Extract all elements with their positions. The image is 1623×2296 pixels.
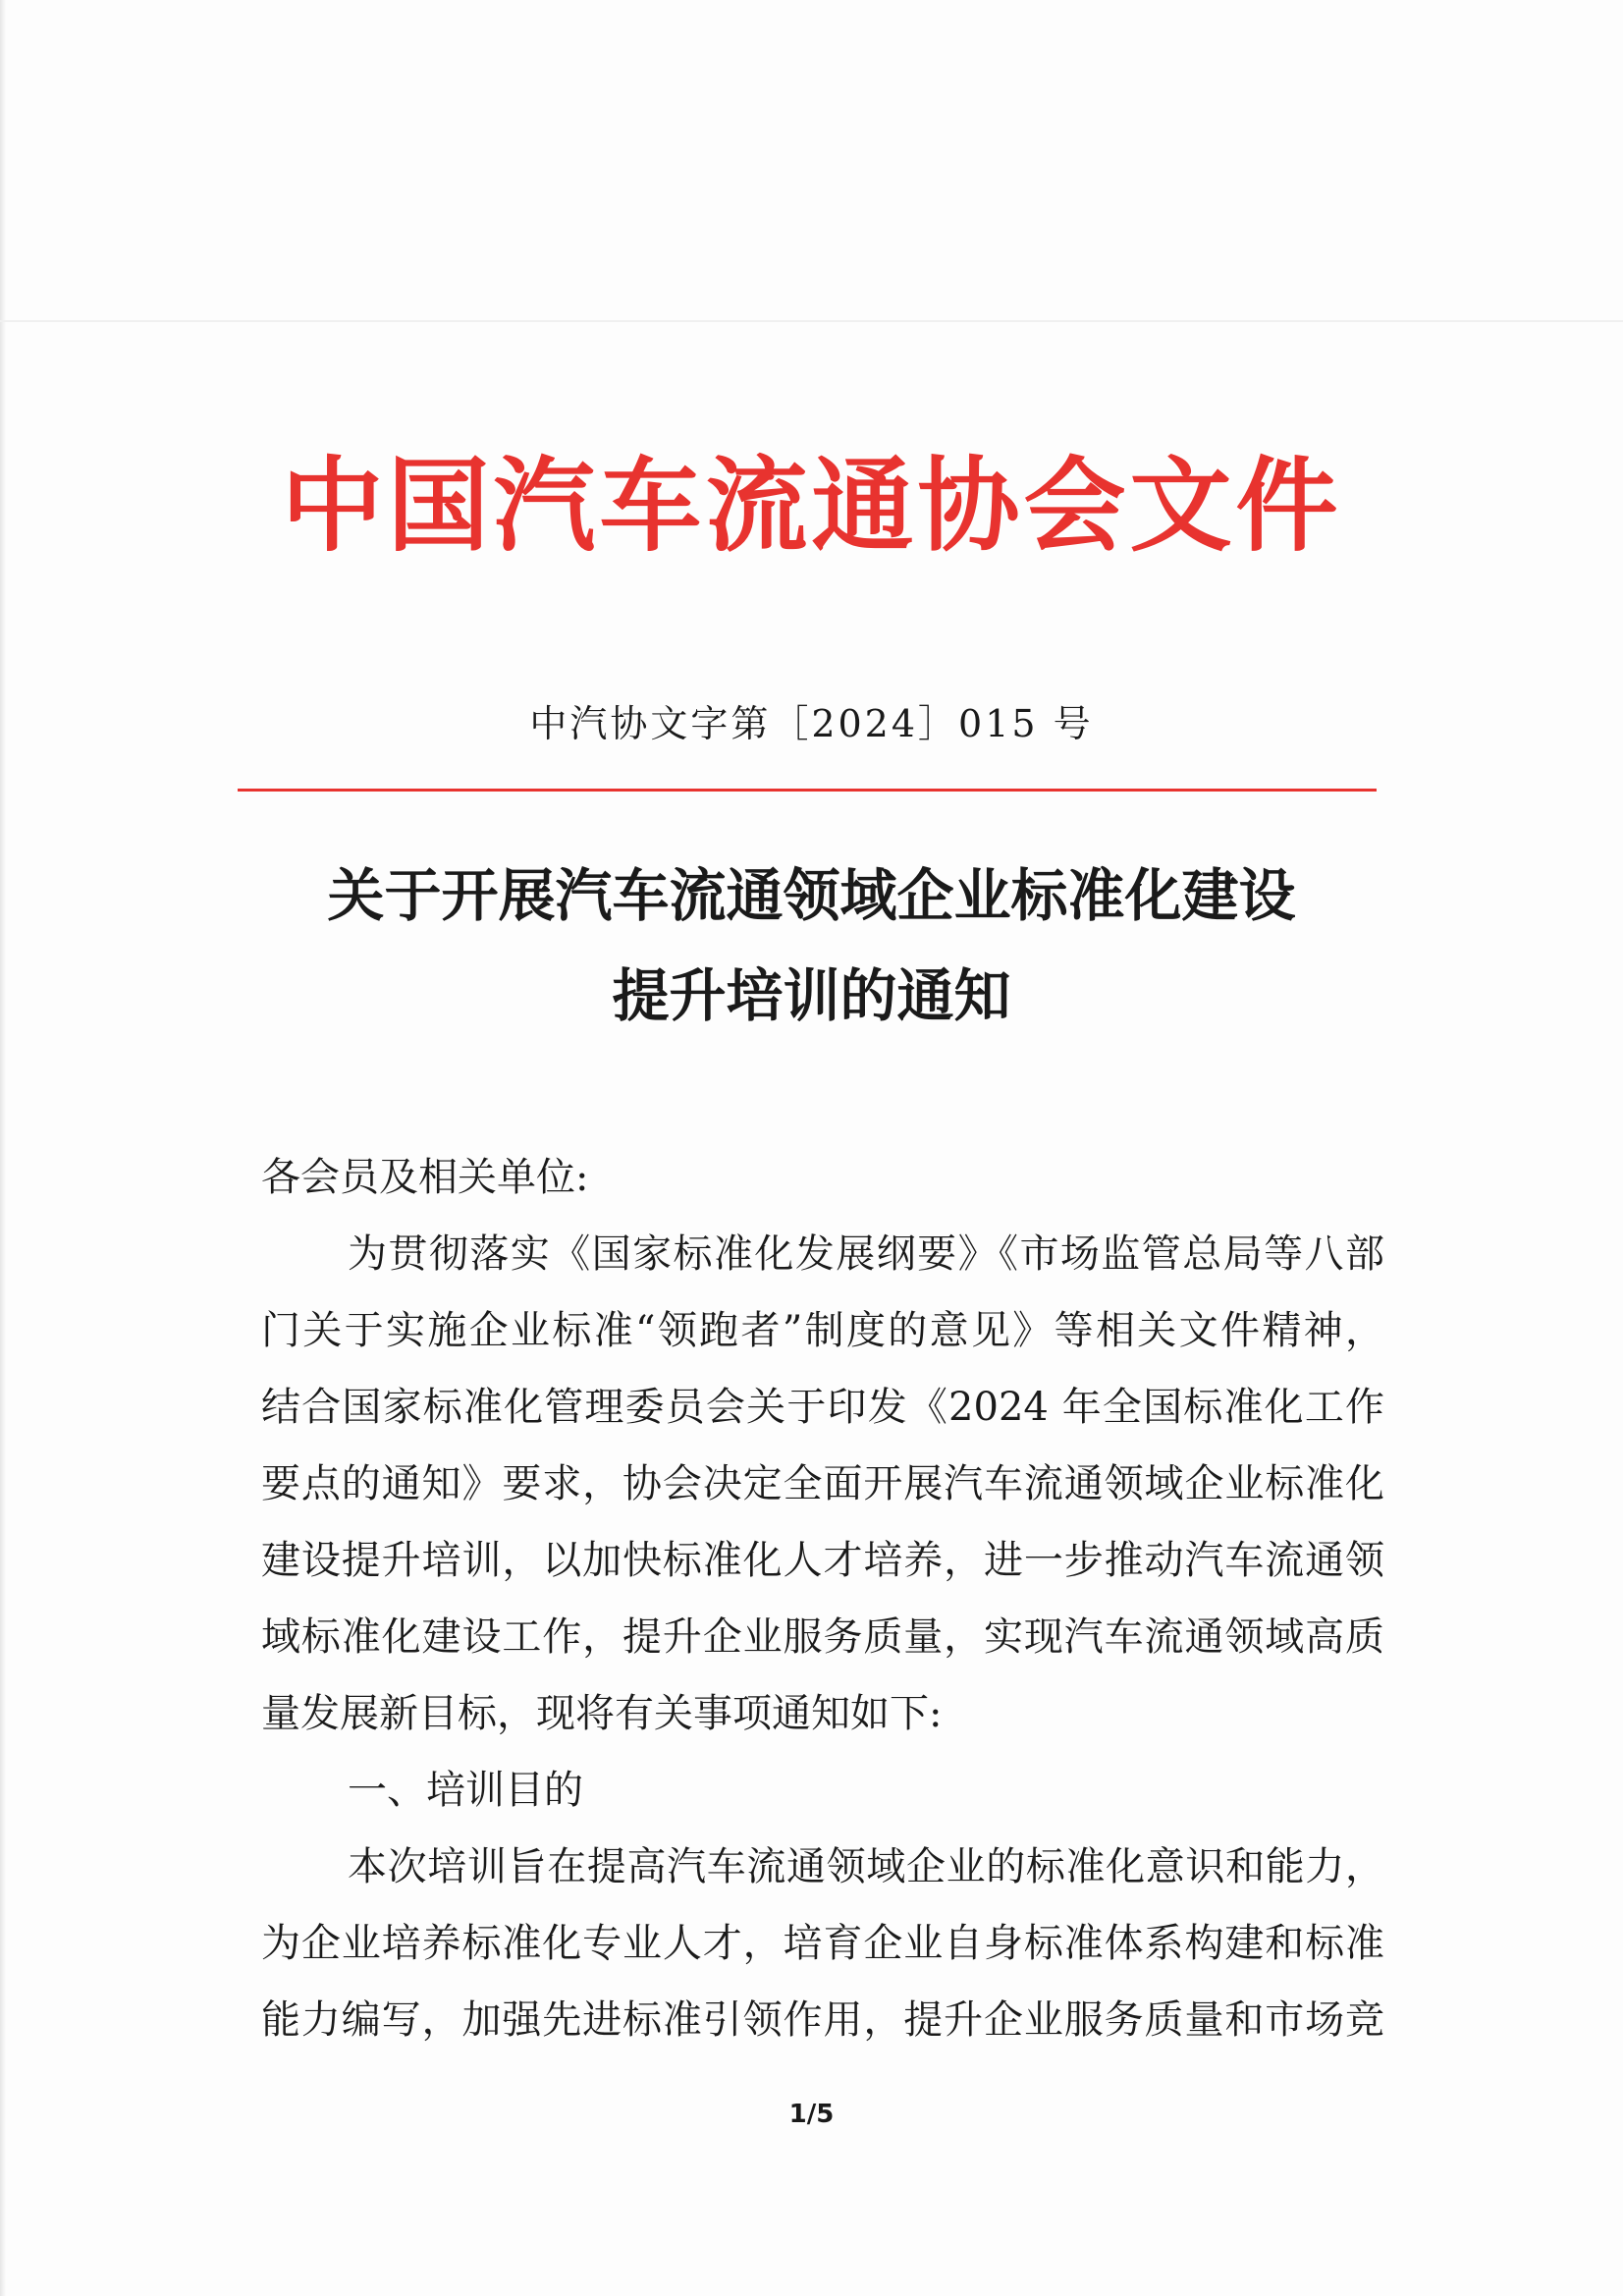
- header-divider: [238, 789, 1377, 792]
- body-line: 为企业培养标准化专业人才，培育企业自身标准体系构建和标准: [261, 1921, 1384, 1966]
- body-line: 为贯彻落实《国家标准化发展纲要》《市场监管总局等八部: [348, 1231, 1384, 1277]
- page-number: 1/5: [788, 2100, 835, 2129]
- body-line: 能力编写，加强先进标准引领作用，提升企业服务质量和市场竞: [261, 1997, 1384, 2043]
- body-line: 结合国家标准化管理委员会关于印发《2024 年全国标准化工作: [261, 1385, 1384, 1430]
- notice-title-line-1: 关于开展汽车流通领域企业标准化建设: [327, 862, 1296, 929]
- body-line: 本次培训旨在提高汽车流通领域企业的标准化意识和能力，: [348, 1844, 1384, 1889]
- document-number: 中汽协文字第［2024］015 号: [529, 702, 1094, 745]
- body-line: 门关于实施企业标准“领跑者”制度的意见》等相关文件精神，: [261, 1308, 1384, 1353]
- body-line: 建设提升培训，以加快标准化人才培养，进一步推动汽车流通领: [261, 1538, 1384, 1583]
- section-heading: 一、培训目的: [348, 1768, 583, 1813]
- document-header-title: 中国汽车流通协会文件: [281, 445, 1342, 566]
- body-line: 域标准化建设工作，提升企业服务质量，实现汽车流通领域高质: [261, 1614, 1384, 1660]
- body-line: 量发展新目标，现将有关事项通知如下:: [261, 1691, 943, 1736]
- scan-artifact-line: [0, 320, 1623, 322]
- scan-edge-shadow: [0, 0, 6, 2296]
- salutation: 各会员及相关单位:: [261, 1155, 589, 1200]
- body-line: 要点的通知》要求，协会决定全面开展汽车流通领域企业标准化: [261, 1461, 1384, 1506]
- notice-title-line-2: 提升培训的通知: [612, 962, 1011, 1029]
- document-body: [261, 1139, 1384, 2058]
